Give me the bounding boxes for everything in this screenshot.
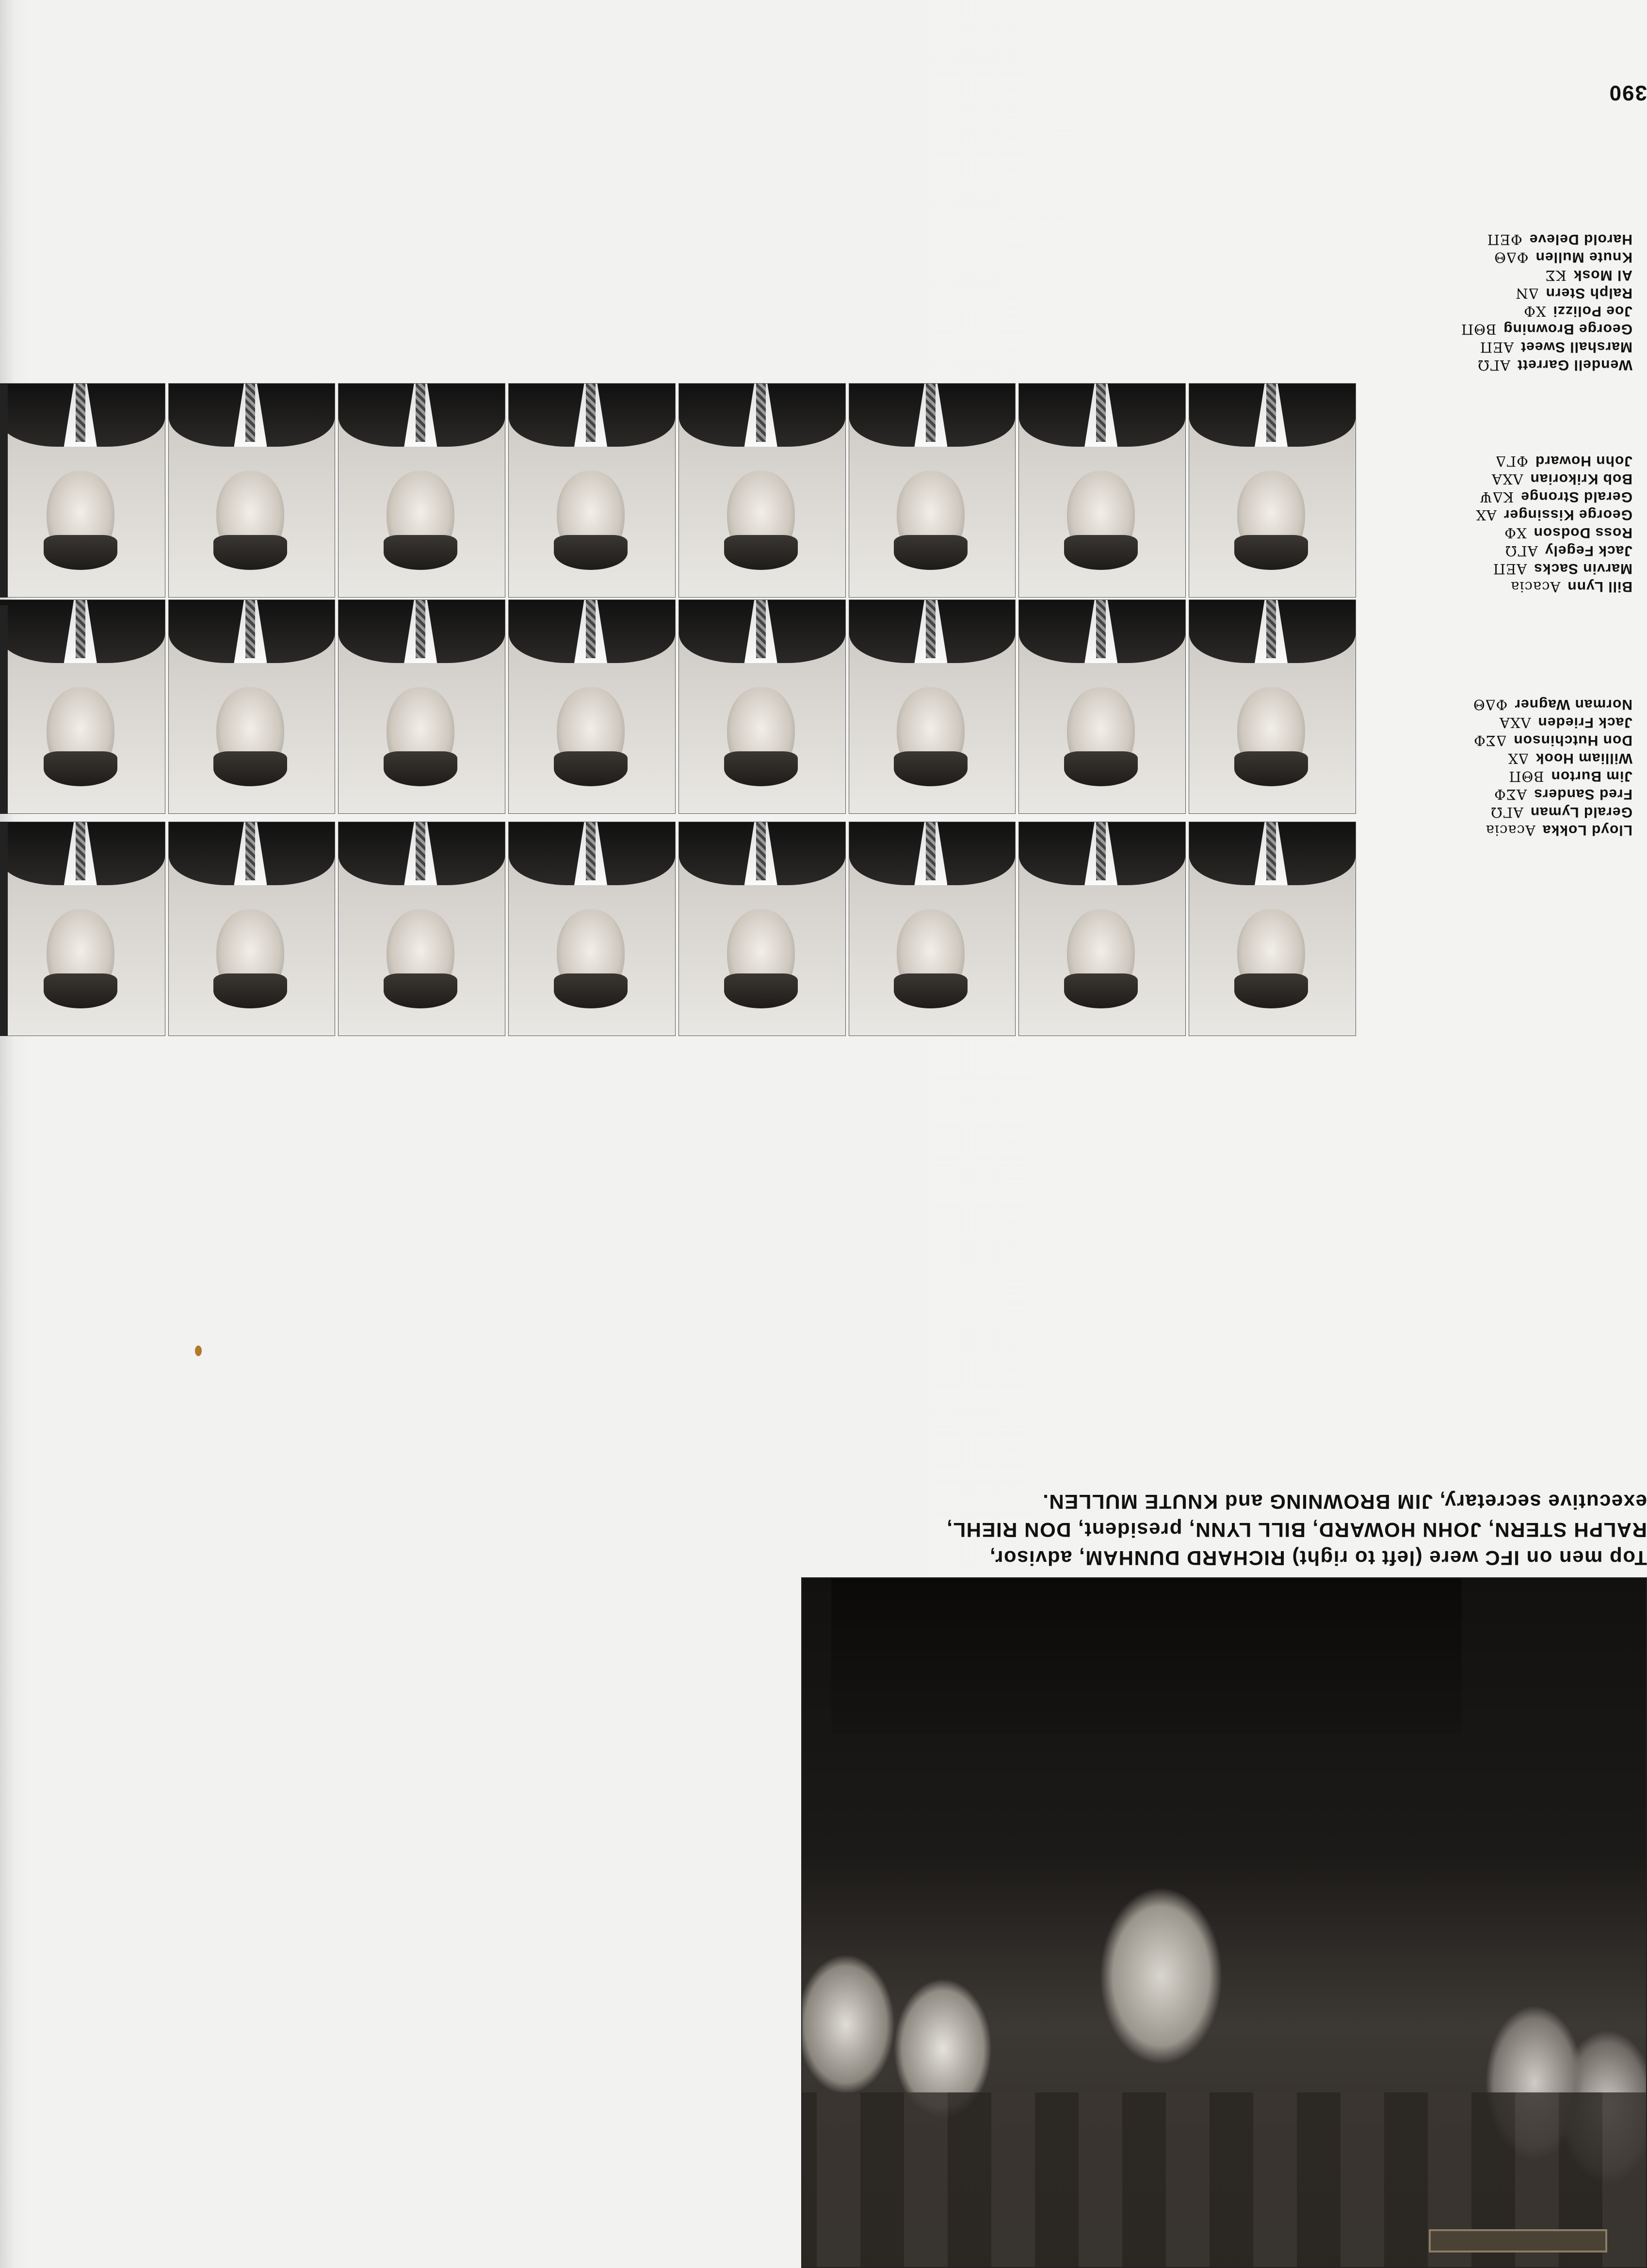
- member-name: Joe Polizzi: [1552, 303, 1632, 319]
- cropped-photo-edge: [0, 823, 8, 1036]
- member-name: Marshall Sweet: [1520, 339, 1632, 355]
- name-row: [1461, 302, 1632, 320]
- name-column-2: [1475, 452, 1632, 596]
- name-row: [1461, 248, 1632, 266]
- portrait: [678, 383, 846, 598]
- fraternity-letters: Acacia: [1485, 822, 1535, 839]
- member-name: Ralph Stern: [1545, 285, 1632, 301]
- member-name: Ross Dodson: [1533, 525, 1632, 541]
- name-row: [1475, 578, 1632, 596]
- paper-speck: [195, 1345, 202, 1356]
- fraternity-letters: ΑΧ: [1475, 507, 1497, 523]
- portrait: [849, 599, 1016, 814]
- fraternity-letters: ΔΝ: [1515, 285, 1539, 302]
- portrait-row: [0, 823, 1356, 1036]
- caption-line: executive secretary, JIM BROWNING and KNUTE MULLEN.: [1042, 1490, 1647, 1513]
- member-name: Jim Burton: [1550, 768, 1632, 784]
- member-name: Harold Deleve: [1529, 231, 1632, 247]
- page-number: 390: [1608, 81, 1647, 105]
- fraternity-letters: ΚΔΨ: [1479, 489, 1514, 505]
- portrait: [1189, 599, 1356, 814]
- name-row: [1475, 470, 1632, 488]
- group-photo-caption: [793, 1488, 1647, 1572]
- fraternity-letters: ΔΣΦ: [1473, 732, 1507, 749]
- fraternity-letters: ΑΕΠ: [1492, 561, 1527, 577]
- fraternity-letters: ΦΔΘ: [1494, 249, 1529, 266]
- fraternity-letters: ΔΧ: [1507, 750, 1529, 767]
- fraternity-letters: ΛΧΑ: [1499, 714, 1531, 731]
- member-name: Bill Lynn: [1567, 579, 1632, 595]
- fraternity-letters: ΑΓΩ: [1504, 543, 1538, 559]
- name-row: [1461, 356, 1632, 374]
- portrait: [0, 822, 165, 1036]
- member-name: Norman Wagner: [1514, 697, 1632, 713]
- member-name: Jack Frieden: [1537, 714, 1632, 730]
- name-row: [1475, 488, 1632, 506]
- fraternity-letters: ΑΕΠ: [1479, 339, 1514, 356]
- name-row: [1473, 767, 1632, 785]
- ifc-officers-photo: [801, 1577, 1647, 2268]
- portrait: [1019, 599, 1186, 814]
- name-row: [1475, 542, 1632, 560]
- portrait: [508, 822, 676, 1036]
- member-name: Wendell Garrett: [1517, 357, 1632, 373]
- portrait: [168, 822, 336, 1036]
- name-column-3: [1473, 696, 1632, 839]
- member-name: Marvin Sacks: [1534, 561, 1632, 577]
- conference-table: [831, 1578, 1462, 1733]
- fraternity-letters: ΒΘΠ: [1508, 768, 1544, 785]
- portrait: [1019, 822, 1186, 1036]
- fraternity-letters: ΦΕΠ: [1486, 231, 1522, 248]
- name-row: [1473, 821, 1632, 839]
- member-name: Bob Krikorian: [1530, 471, 1632, 487]
- portrait: [678, 599, 846, 814]
- fraternity-letters: ΦΓΔ: [1495, 453, 1528, 470]
- name-row: [1475, 452, 1632, 470]
- member-name: Knute Mullen: [1535, 249, 1632, 265]
- portrait-row: [0, 384, 1356, 598]
- fraternity-letters: ΧΦ: [1504, 525, 1527, 541]
- name-row: [1461, 284, 1632, 302]
- fraternity-letters: ΧΦ: [1523, 303, 1546, 320]
- member-name: Gerald Stronge: [1520, 489, 1632, 505]
- name-row: [1461, 320, 1632, 338]
- fraternity-letters: Acacia: [1510, 579, 1561, 595]
- caption-line: RALPH STERN, JOHN HOWARD, BILL LYNN, president, DON RIEHL,: [946, 1519, 1647, 1541]
- cropped-photo-edge: [0, 384, 8, 598]
- fraternity-letters: ΒΘΠ: [1460, 321, 1497, 338]
- member-name: William Hook: [1535, 750, 1632, 766]
- portrait: [168, 599, 336, 814]
- member-name: John Howard: [1534, 453, 1632, 469]
- wall-plaque: [1429, 2229, 1607, 2252]
- fraternity-letters: ΦΔΘ: [1472, 697, 1508, 713]
- portrait: [678, 822, 846, 1036]
- name-row: [1473, 696, 1632, 713]
- portrait-grid: [0, 376, 1356, 1036]
- name-row: [1475, 560, 1632, 578]
- name-row: [1473, 749, 1632, 767]
- portrait: [1189, 383, 1356, 598]
- portrait: [849, 383, 1016, 598]
- portrait: [508, 383, 676, 598]
- fraternity-letters: ΑΣΦ: [1494, 786, 1527, 803]
- fraternity-letters: ΚΣ: [1545, 267, 1566, 284]
- name-row: [1461, 338, 1632, 356]
- member-name: Lloyd Lokka: [1542, 822, 1632, 838]
- member-name: Fred Sanders: [1534, 786, 1632, 802]
- member-name: Gerald Lyman: [1530, 804, 1632, 820]
- member-name: Don Hutchinson: [1513, 732, 1632, 748]
- fraternity-letters: ΑΓΩ: [1490, 804, 1524, 821]
- portrait: [168, 383, 336, 598]
- portrait: [1019, 383, 1186, 598]
- portrait: [849, 822, 1016, 1036]
- member-name: George Kissinger: [1503, 507, 1632, 523]
- name-row: [1475, 524, 1632, 542]
- name-column-1: [1461, 230, 1632, 374]
- name-row: [1473, 785, 1632, 803]
- caption-line: Top men on IFC were (left to right) RICHARD DUNHAM, advisor,: [989, 1547, 1647, 1570]
- portrait: [0, 383, 165, 598]
- portrait: [508, 599, 676, 814]
- name-row: [1461, 230, 1632, 248]
- portrait: [1189, 822, 1356, 1036]
- fraternity-letters: ΛΧΑ: [1491, 471, 1523, 487]
- name-row: [1473, 803, 1632, 821]
- member-name: Jack Fegely: [1544, 543, 1632, 559]
- portrait: [0, 599, 165, 814]
- fraternity-letters: ΑΓΩ: [1477, 357, 1511, 373]
- member-name: George Browning: [1503, 321, 1632, 337]
- portrait: [339, 383, 506, 598]
- name-row: [1475, 506, 1632, 524]
- name-row: [1461, 266, 1632, 284]
- portrait: [339, 599, 506, 814]
- name-row: [1473, 731, 1632, 749]
- name-row: [1473, 713, 1632, 731]
- cropped-photo-edge: [0, 605, 8, 814]
- portrait-row: [0, 600, 1356, 814]
- portrait: [339, 822, 506, 1036]
- member-name: Al Mosk: [1573, 267, 1632, 283]
